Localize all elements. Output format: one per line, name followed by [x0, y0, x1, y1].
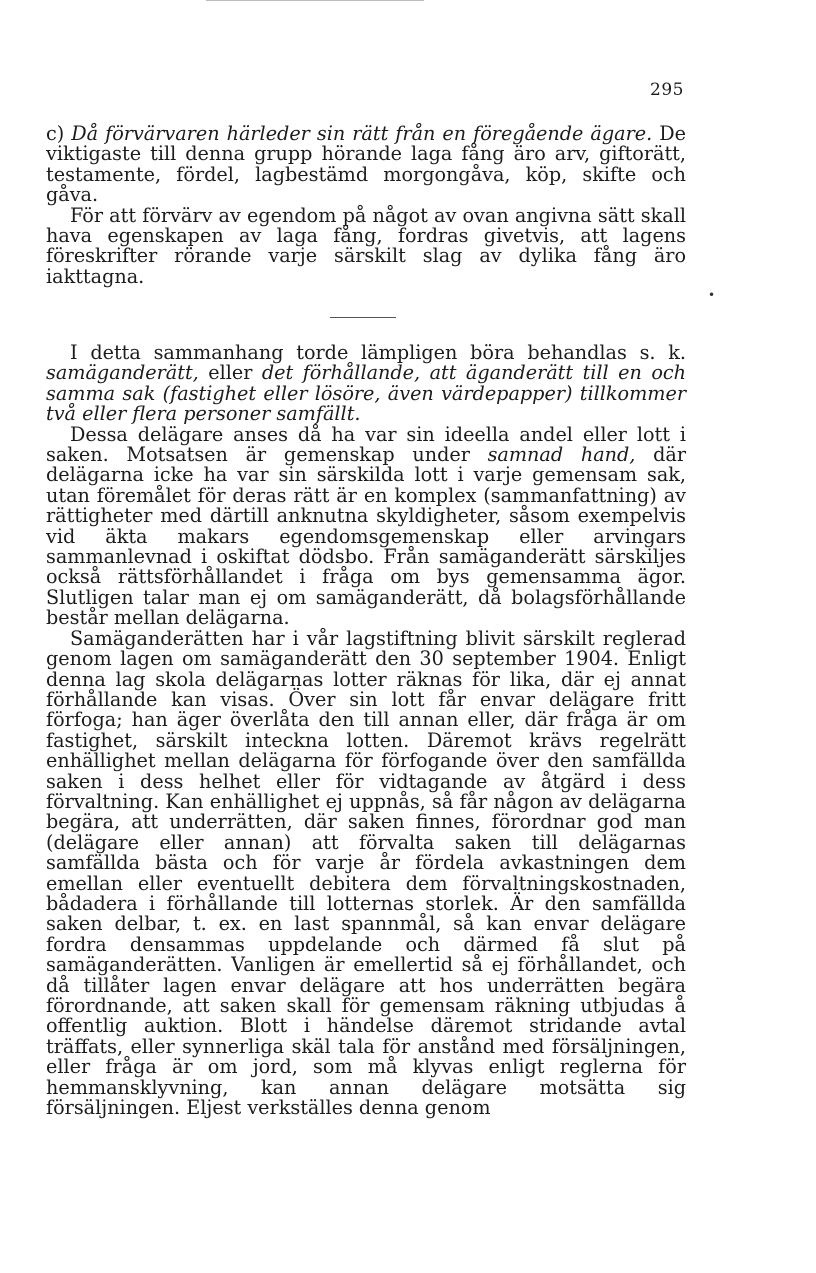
section-c-paragraph-1 — [46, 124, 686, 206]
top-edge-rule — [206, 0, 424, 1]
section-c-text: De viktigaste till denna grupp hörande laga fång äro arv, giftorätt, testamente, fördel, lagbestämd morgongåva, köp, skifte och gåva. — [46, 122, 686, 207]
section-samaganderatt — [46, 343, 686, 1118]
main-paragraph-2 — [46, 422, 686, 630]
term-samaganderatt: samäganderätt, — [46, 361, 199, 385]
main-paragraph-2-text-b: där delägarna icke ha var sin särskilda lott i varje gemensam sak, utan föremålet för deras rätt är en komplex (sammanfattning) av rättigheter med därtill anknutna skyldigheter, såsom exempelvis vid äkta makars egendomsgemenskap eller arvingars sammanlevnad i oskiftat dödsbo. Från samäganderätt särskiljes också rättsförhållandet i fråga om bys gemensamma ägor. Slutligen talar man ej om samäganderätt, då bolagsförhållande består mellan delägarna. — [46, 443, 686, 630]
section-c — [46, 124, 686, 287]
term-samnad-hand: samnad hand, — [487, 443, 636, 467]
definition-samaganderatt: det förhållande, att äganderätt till en och samma sak (fastighet eller lösöre, även värdepapper) tillkommer två eller flera personer samfällt. — [46, 361, 686, 426]
main-paragraph-2-text-a: Dessa delägare anses då ha var sin ideella andel eller lott i saken. Motsatsen är gemenskap under — [46, 422, 686, 467]
main-paragraph-1 — [46, 343, 686, 425]
page-number: 295 — [650, 80, 684, 100]
section-c-heading: Då förvärvaren härleder sin rätt från en föregående ägare. — [71, 122, 653, 145]
main-paragraph-1-text-b: eller — [198, 361, 262, 385]
section-c-label: c) — [46, 122, 72, 145]
main-paragraph-3: Samäganderätten har i vår lagstiftning blivit särskilt reglerad genom lagen om samäganderätt den 30 september 1904. Enligt denna lag skola delägarnas lotter räknas för lika, där ej annat förhållande kan visas. Över sin lott får envar delägare fritt förfoga; han äger överlåta den till annan eller, där fråga är om fastighet, särskilt inteckna lotten. Däremot krävs regelrätt enhällighet mellan delägarna för förfogande över den samfällda saken i dess helhet eller för vidtagande av åtgärd i dess förvaltning. Kan enhällighet ej uppnås, så får någon av delägarna begära, att underrätten, där saken finnes, förordnar god man (delägare eller annan) att förvalta saken till delägarnas samfällda bästa och för varje år fördela avkastningen dem emellan eller eventuellt debitera dem förvaltningskostnaden, bådadera i förhållande till lotternas storlek. Är den samfällda saken delbar, t. ex. en last spannmål, så kan envar delägare fordra densammas uppdelande och därmed få slut på samäganderätten. Vanligen är emellertid så ej förhållandet, och då tillåter lagen envar delägare att hos underrätten begära förordnande, att saken skall för gemensam räkning utbjudas å offentlig auktion. Blott i händelse däremot stridande avtal träffats, eller synnerliga skäl tala för anstånd med försäljningen, eller fråga är om jord, som må klyvas enligt reglerna för hemmansklyvning, kan annan delägare motsätta sig försäljningen. Eljest verkställes denna genom — [46, 626, 686, 1120]
section-divider — [330, 317, 396, 318]
main-paragraph-1-text-a: I detta sammanhang torde lämpligen böra behandlas s. k. — [70, 341, 686, 364]
section-c-paragraph-2: För att förvärv av egendom på något av ovan angivna sätt skall hava egenskapen av laga fång, fordras givetvis, att lagens föreskrifter rörande varje särskilt slag av dylika fång äro iakttagna. — [46, 203, 686, 288]
margin-mark: • — [708, 288, 716, 302]
